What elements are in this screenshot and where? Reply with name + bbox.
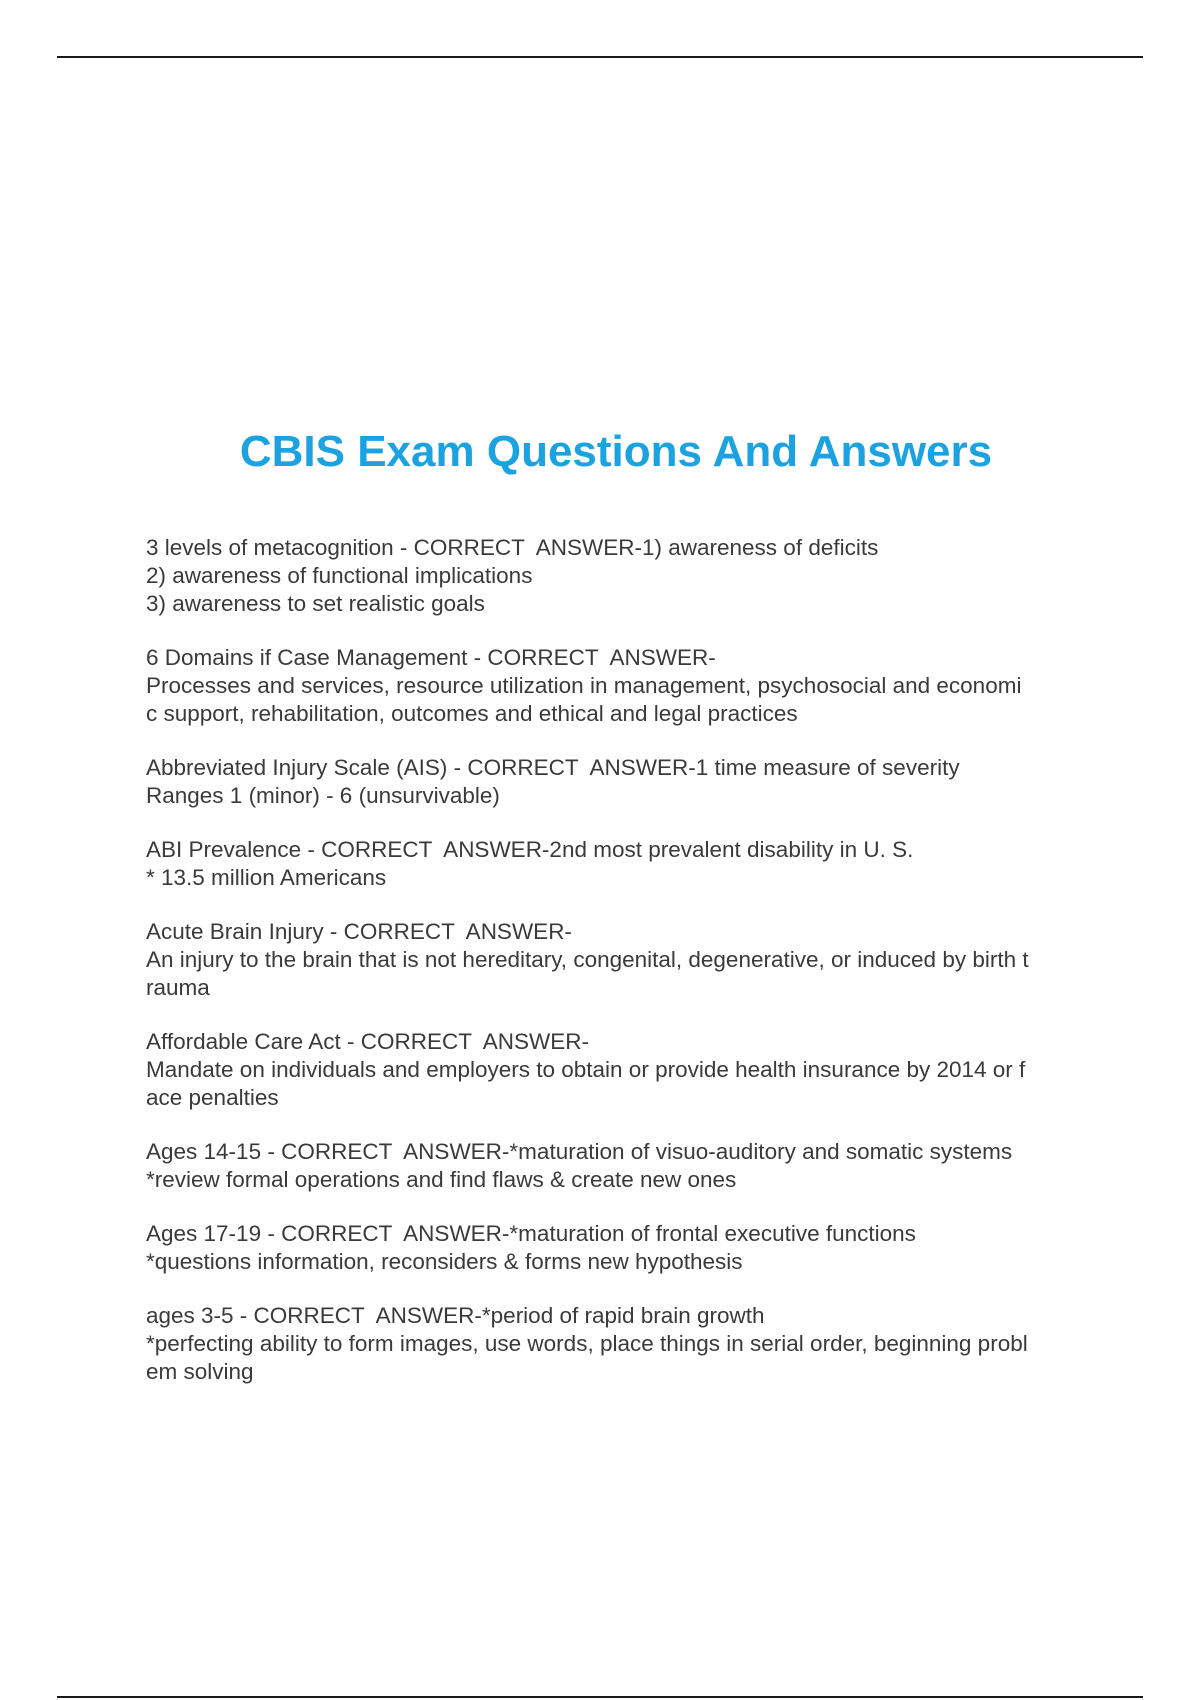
- qa-line: 6 Domains if Case Management - CORRECT ANSWER-: [146, 645, 716, 670]
- qa-list: [146, 534, 1094, 1412]
- qa-line: 3) awareness to set realistic goals: [146, 591, 485, 616]
- qa-line: Ranges 1 (minor) - 6 (unsurvivable): [146, 783, 500, 808]
- qa-line: rauma: [146, 975, 210, 1000]
- qa-line: * 13.5 million Americans: [146, 865, 387, 890]
- qa-item: [146, 1220, 1094, 1276]
- qa-line: 3 levels of metacognition - CORRECT ANSWER-1) awareness of deficits: [146, 535, 879, 560]
- qa-line: ages 3-5 - CORRECT ANSWER-*period of rapid brain growth: [146, 1303, 765, 1328]
- qa-line: em solving: [146, 1359, 254, 1384]
- qa-item: [146, 1302, 1094, 1386]
- qa-line: Abbreviated Injury Scale (AIS) - CORRECT ANSWER-1 time measure of severity: [146, 755, 960, 780]
- qa-item: [146, 836, 1094, 892]
- qa-line: Ages 17-19 - CORRECT ANSWER-*maturation of frontal executive functions: [146, 1221, 916, 1246]
- qa-item: [146, 918, 1094, 1002]
- qa-line: Affordable Care Act - CORRECT ANSWER-: [146, 1029, 590, 1054]
- qa-line: Mandate on individuals and employers to obtain or provide health insurance by 2014 or f: [146, 1057, 1026, 1082]
- top-rule: [57, 56, 1143, 58]
- qa-line: Ages 14-15 - CORRECT ANSWER-*maturation of visuo-auditory and somatic systems: [146, 1139, 1013, 1164]
- qa-item: [146, 534, 1094, 618]
- qa-item: [146, 1028, 1094, 1112]
- qa-line: *perfecting ability to form images, use words, place things in serial order, beginning probl: [146, 1331, 1028, 1356]
- qa-line: c support, rehabilitation, outcomes and ethical and legal practices: [146, 701, 798, 726]
- bottom-rule: [57, 1696, 1143, 1698]
- qa-line: Processes and services, resource utilization in management, psychosocial and economi: [146, 673, 1022, 698]
- qa-item: [146, 1138, 1094, 1194]
- qa-line: An injury to the brain that is not hereditary, congenital, degenerative, or induced by birth t: [146, 947, 1029, 972]
- qa-line: ABI Prevalence - CORRECT ANSWER-2nd most prevalent disability in U. S.: [146, 837, 914, 862]
- qa-line: *questions information, reconsiders & forms new hypothesis: [146, 1249, 743, 1274]
- qa-item: [146, 754, 1094, 810]
- qa-line: *review formal operations and find flaws & create new ones: [146, 1167, 737, 1192]
- qa-line: Acute Brain Injury - CORRECT ANSWER-: [146, 919, 572, 944]
- qa-item: [146, 644, 1094, 728]
- qa-line: ace penalties: [146, 1085, 279, 1110]
- document-title: CBIS Exam Questions And Answers: [239, 427, 993, 476]
- qa-line: 2) awareness of functional implications: [146, 563, 533, 588]
